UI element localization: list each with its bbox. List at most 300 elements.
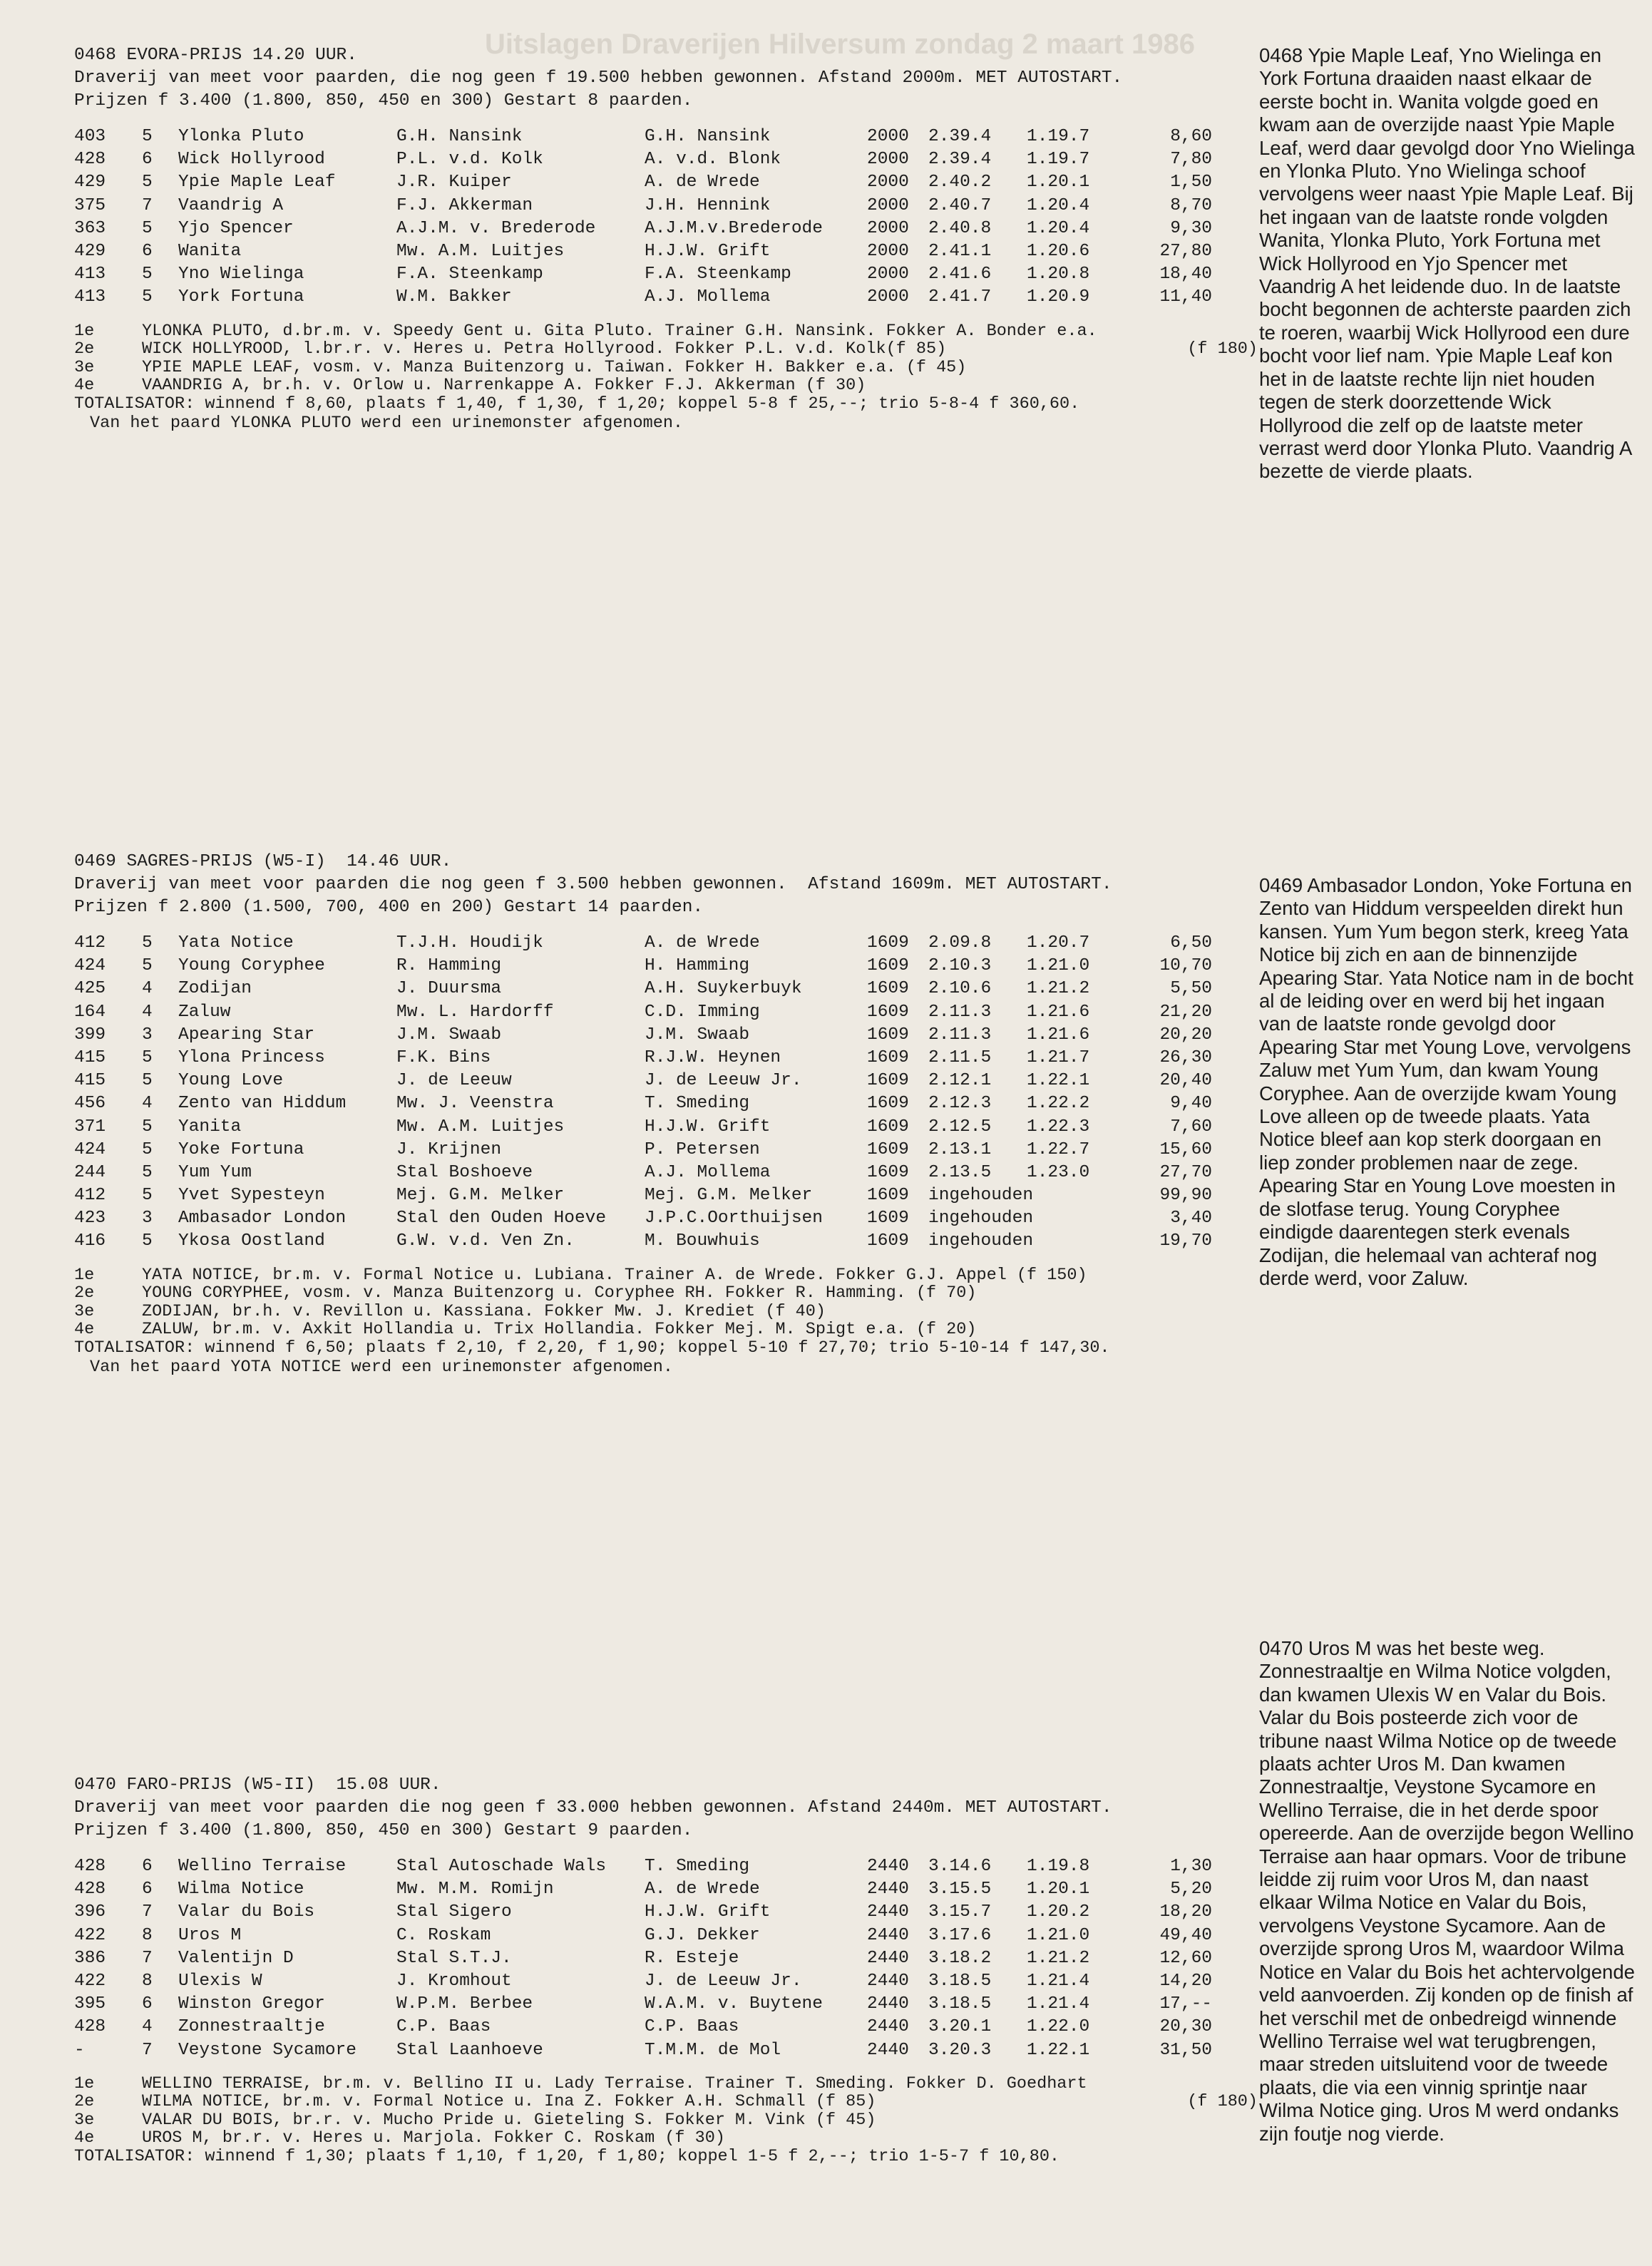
- cell-odds: 15,60: [1159, 1139, 1212, 1159]
- cell-distance: 2440: [867, 2040, 909, 2060]
- cell-owner: J. de Leeuw: [396, 1071, 512, 1091]
- cell-time: 2.10.6: [928, 979, 992, 999]
- cell-distance: 2000: [867, 287, 909, 307]
- cell-horse: Valentijn D: [178, 1948, 294, 1968]
- cell-number: 422: [74, 1925, 106, 1945]
- cell-driver: A. de Wrede: [645, 933, 760, 953]
- cell-horse: Valar du Bois: [178, 1902, 315, 1922]
- race-header: [74, 44, 1258, 113]
- placing-extra: (f 180): [1187, 339, 1258, 359]
- comment-0468: 0468 Ypie Maple Leaf, Yno Wielinga en York Fortuna draaiden naast elkaar de eerste bocht in. Wanita volgde goed en kwam aan de overzijde naast Ypie Maple Leaf, werd daar gevolgd door Yno Wielinga en Ylonka Pluto. Yno Wielinga schoof vervolgens weer naast Ypie Maple Leaf. Bij het ingaan van de laatste ronde volgden Wanita, Ylonka Pluto, York Fortuna met Wick Hollyrood en Yjo Spencer met Vaandrig A het leidende duo. In de laatste bocht begonnen de achterste paarden zich te roeren, waarbij Wick Hollyrood een dure bocht voor lief nam. Ypie Maple Leaf kon het in de laatste rechte lijn niet houden tegen de sterk doorzettende Wick Hollyrood die zelf op de laatste meter verrast werd door Ylonka Pluto. Vaandrig A bezette de vierde plaats.: [1259, 44, 1635, 483]
- cell-distance: 2440: [867, 1880, 909, 1900]
- placing-rank: 1e: [74, 2073, 95, 2093]
- cell-distance: 2440: [867, 1902, 909, 1922]
- race-conditions: Draverij van meet voor paarden, die nog geen f 19.500 hebben gewonnen. Afstand 2000m. MET AUTOSTART.: [74, 68, 1123, 88]
- table-row: [74, 1207, 1258, 1230]
- cell-time: 3.14.6: [928, 1857, 992, 1876]
- cell-time: 3.18.2: [928, 1948, 992, 1968]
- cell-distance: 2000: [867, 173, 909, 193]
- cell-owner: J. Kromhout: [396, 1971, 512, 1991]
- cell-odds: 8,70: [1170, 195, 1212, 215]
- race-header: [74, 851, 1258, 919]
- cell-km-time: 1.20.8: [1027, 265, 1090, 284]
- cell-time: 2.39.4: [928, 127, 992, 146]
- cell-odds: 11,40: [1159, 287, 1212, 307]
- cell-km-time: 1.20.4: [1027, 195, 1090, 215]
- cell-odds: 8,60: [1170, 127, 1212, 146]
- cell-km-time: 1.20.1: [1027, 1880, 1090, 1900]
- cell-number: 399: [74, 1025, 106, 1045]
- cell-number: 412: [74, 933, 106, 953]
- cell-km-time: 1.22.1: [1027, 2040, 1090, 2060]
- cell-time: 2.11.3: [928, 1002, 992, 1022]
- cell-driver: C.P. Baas: [645, 2017, 739, 2037]
- cell-number: 244: [74, 1162, 106, 1182]
- cell-age: 5: [142, 1162, 153, 1182]
- table-row: [74, 125, 1258, 148]
- table-row: [74, 148, 1258, 171]
- cell-owner: G.H. Nansink: [396, 127, 523, 146]
- cell-time: 3.20.1: [928, 2017, 992, 2037]
- cell-km-time: 1.20.6: [1027, 241, 1090, 261]
- cell-owner: Mw. L. Hardorff: [396, 1002, 554, 1022]
- cell-age: 5: [142, 127, 153, 146]
- cell-number: 428: [74, 1857, 106, 1876]
- table-row: [74, 2016, 1258, 2039]
- cell-number: 428: [74, 150, 106, 170]
- table-row: [74, 1947, 1258, 1970]
- cell-age: 7: [142, 1902, 153, 1922]
- placing-rank: 1e: [74, 321, 95, 341]
- cell-distance: 1609: [867, 1094, 909, 1114]
- cell-odds: 9,30: [1170, 218, 1212, 238]
- cell-owner: Stal den Ouden Hoeve: [396, 1209, 607, 1229]
- cell-horse: Zaluw: [178, 1002, 231, 1022]
- cell-km-time: 1.19.7: [1027, 150, 1090, 170]
- cell-driver: A.H. Suykerbuyk: [645, 979, 802, 999]
- cell-driver: J.H. Hennink: [645, 195, 771, 215]
- cell-age: 7: [142, 2040, 153, 2060]
- cell-horse: Yum Yum: [178, 1162, 252, 1182]
- cell-time: 2.41.1: [928, 241, 992, 261]
- cell-number: 422: [74, 1971, 106, 1991]
- placing-line: [74, 2111, 1258, 2130]
- placings: [74, 2075, 1258, 2166]
- placing-text: VALAR DU BOIS, br.r. v. Mucho Pride u. Gieteling S. Fokker M. Vink (f 45): [142, 2110, 876, 2130]
- cell-age: 5: [142, 265, 153, 284]
- race-conditions: Draverij van meet voor paarden die nog geen f 33.000 hebben gewonnen. Afstand 2440m. MET AUTOSTART.: [74, 1798, 1112, 1818]
- cell-distance: 1609: [867, 1117, 909, 1137]
- cell-distance: 1609: [867, 1071, 909, 1091]
- results-table: [74, 1855, 1258, 2062]
- table-row: [74, 1230, 1258, 1253]
- table-row: [74, 1001, 1258, 1024]
- cell-age: 5: [142, 287, 153, 307]
- cell-km-time: 1.22.2: [1027, 1094, 1090, 1114]
- cell-owner: W.P.M. Berbee: [396, 1994, 533, 2014]
- placing-text: YPIE MAPLE LEAF, vosm. v. Manza Buitenzorg u. Taiwan. Fokker H. Bakker e.a. (f 45): [142, 357, 967, 377]
- cell-horse: Zodijan: [178, 979, 252, 999]
- cell-driver: F.A. Steenkamp: [645, 265, 791, 284]
- cell-horse: Ambasador London: [178, 1209, 347, 1229]
- cell-distance: 1609: [867, 1139, 909, 1159]
- comment-0470: 0470 Uros M was het beste weg. Zonnestraaltje en Wilma Notice volgden, dan kwamen Ulexis W en Valar du Bois. Valar du Bois posteerde zich voor de tribune naast Wilma Notice op de tweede plaats achter Uros M. Dan kwamen Zonnestraaltje, Veystone Sycamore en Wellino Terraise, die in het derde spoor opereerde. Aan de overzijde begon Wellino Terraise aan haar opmars. Voor de tribune leidde zij ruim voor Uros M, dan naast elkaar Wilma Notice en Valar du Bois, vervolgens Veystone Sycamore. Aan de overzijde sprong Uros M, waardoor Wilma Notice en Valar du Bois het achtervolgende veld aanvoerden. Zij konden op de finish af het verschil met de onbedreigd winnende Wellino Terraise wel wat terugbrengen, maar streden uitsluitend voor de tweede plaats, die via een vinnig sprintje naar Wilma Notice ging. Uros M werd ondanks zijn foutje nog vierde.: [1259, 1637, 1635, 2145]
- cell-number: 416: [74, 1231, 106, 1251]
- cell-driver: G.J. Dekker: [645, 1925, 760, 1945]
- cell-distance: 2000: [867, 265, 909, 284]
- cell-horse: Ylona Princess: [178, 1047, 325, 1067]
- cell-driver: J. de Leeuw Jr.: [645, 1971, 802, 1991]
- cell-driver: Mej. G.M. Melker: [645, 1186, 813, 1206]
- cell-km-time: 1.22.0: [1027, 2017, 1090, 2037]
- placing-line: [74, 376, 1258, 395]
- cell-owner: P.L. v.d. Kolk: [396, 150, 543, 170]
- cell-km-time: 1.22.1: [1027, 1071, 1090, 1091]
- cell-age: 8: [142, 1925, 153, 1945]
- cell-time: 2.39.4: [928, 150, 992, 170]
- cell-owner: J.M. Swaab: [396, 1025, 502, 1045]
- race-0469: [74, 851, 1258, 1378]
- cell-age: 5: [142, 173, 153, 193]
- cell-owner: Stal Boshoeve: [396, 1162, 533, 1182]
- cell-time: 2.11.5: [928, 1047, 992, 1067]
- cell-owner: Mw. A.M. Luitjes: [396, 241, 565, 261]
- cell-distance: 1609: [867, 1025, 909, 1045]
- table-row: [74, 263, 1258, 286]
- placing-rank: 4e: [74, 2128, 95, 2148]
- cell-owner: R. Hamming: [396, 956, 502, 976]
- cell-time: 2.41.7: [928, 287, 992, 307]
- cell-km-time: 1.20.9: [1027, 287, 1090, 307]
- placing-line: [74, 1284, 1258, 1303]
- cell-km-time: 1.19.7: [1027, 127, 1090, 146]
- table-row: [74, 171, 1258, 194]
- cell-odds: 27,80: [1159, 241, 1212, 261]
- cell-owner: Mw. J. Veenstra: [396, 1094, 554, 1114]
- cell-distance: 2000: [867, 150, 909, 170]
- placings: [74, 1266, 1258, 1379]
- cell-age: 4: [142, 2017, 153, 2037]
- cell-km-time: 1.21.2: [1027, 979, 1090, 999]
- table-row: [74, 1092, 1258, 1115]
- placing-rank: 2e: [74, 2092, 95, 2112]
- cell-distance: 1609: [867, 1002, 909, 1022]
- cell-driver: M. Bouwhuis: [645, 1231, 760, 1251]
- table-row: [74, 1184, 1258, 1207]
- cell-number: 424: [74, 1139, 106, 1159]
- cell-distance: 1609: [867, 1231, 909, 1251]
- placing-line: [74, 2093, 1258, 2111]
- table-row: [74, 955, 1258, 978]
- cell-distance: 2440: [867, 1994, 909, 2014]
- cell-odds: 99,90: [1159, 1186, 1212, 1206]
- cell-number: 425: [74, 979, 106, 999]
- table-row: [74, 195, 1258, 217]
- cell-time: 2.12.3: [928, 1094, 992, 1114]
- cell-km-time: 1.21.2: [1027, 1948, 1090, 1968]
- results-table: [74, 932, 1258, 1254]
- cell-odds: 18,20: [1159, 1902, 1212, 1922]
- cell-odds: 14,20: [1159, 1971, 1212, 1991]
- cell-km-time: 1.22.7: [1027, 1139, 1090, 1159]
- cell-odds: 1,30: [1170, 1857, 1212, 1876]
- cell-driver: J.M. Swaab: [645, 1025, 750, 1045]
- cell-driver: P. Petersen: [645, 1139, 760, 1159]
- cell-horse: Ypie Maple Leaf: [178, 173, 336, 193]
- cell-odds: 7,60: [1170, 1117, 1212, 1137]
- cell-horse: Veystone Sycamore: [178, 2040, 356, 2060]
- cell-horse: Vaandrig A: [178, 195, 284, 215]
- cell-distance: 1609: [867, 1186, 909, 1206]
- cell-time: 2.40.2: [928, 173, 992, 193]
- cell-age: 7: [142, 195, 153, 215]
- cell-owner: J. Krijnen: [396, 1139, 502, 1159]
- cell-odds: 12,60: [1159, 1948, 1212, 1968]
- cell-odds: 26,30: [1159, 1047, 1212, 1067]
- cell-age: 8: [142, 1971, 153, 1991]
- cell-owner: F.A. Steenkamp: [396, 265, 543, 284]
- cell-odds: 20,20: [1159, 1025, 1212, 1045]
- cell-horse: Apearing Star: [178, 1025, 315, 1045]
- cell-time: ingehouden: [928, 1209, 1034, 1229]
- placing-line: [74, 322, 1258, 341]
- cell-number: 413: [74, 287, 106, 307]
- cell-distance: 2000: [867, 195, 909, 215]
- cell-number: 456: [74, 1094, 106, 1114]
- placing-rank: 3e: [74, 357, 95, 377]
- table-row: [74, 1924, 1258, 1947]
- race-0468: [74, 44, 1258, 434]
- table-row: [74, 978, 1258, 1000]
- cell-age: 6: [142, 1880, 153, 1900]
- table-row: [74, 1116, 1258, 1139]
- totalisator: TOTALISATOR: winnend f 6,50; plaats f 2,10, f 2,20, f 1,90; koppel 5-10 f 27,70; trio 5-10-14 f 147,30.: [74, 1338, 1110, 1358]
- cell-time: 3.20.3: [928, 2040, 992, 2060]
- cell-distance: 1609: [867, 933, 909, 953]
- cell-odds: 3,40: [1170, 1209, 1212, 1229]
- cell-age: 4: [142, 1002, 153, 1022]
- totalisator: TOTALISATOR: winnend f 8,60, plaats f 1,40, f 1,30, f 1,20; koppel 5-8 f 25,--; trio 5-8-4 f 360,60.: [74, 394, 1080, 414]
- cell-km-time: 1.21.4: [1027, 1971, 1090, 1991]
- cell-distance: 2440: [867, 2017, 909, 2037]
- cell-odds: 6,50: [1170, 933, 1212, 953]
- cell-driver: T. Smeding: [645, 1857, 750, 1876]
- cell-time: 2.40.7: [928, 195, 992, 215]
- cell-km-time: 1.20.1: [1027, 173, 1090, 193]
- cell-owner: Mw. A.M. Luitjes: [396, 1117, 565, 1137]
- cell-age: 5: [142, 1117, 153, 1137]
- cell-km-time: 1.19.8: [1027, 1857, 1090, 1876]
- cell-horse: Ulexis W: [178, 1971, 262, 1991]
- cell-time: 2.41.6: [928, 265, 992, 284]
- cell-time: 3.15.5: [928, 1880, 992, 1900]
- cell-km-time: 1.20.2: [1027, 1902, 1090, 1922]
- cell-horse: Zento van Hiddum: [178, 1094, 347, 1114]
- placing-rank: 4e: [74, 376, 95, 395]
- table-row: [74, 1901, 1258, 1924]
- placing-rank: 2e: [74, 1283, 95, 1303]
- placing-line: [74, 359, 1258, 377]
- placing-text: WILMA NOTICE, br.m. v. Formal Notice u. Ina Z. Fokker A.H. Schmall (f 85): [142, 2092, 876, 2112]
- cell-horse: Zonnestraaltje: [178, 2017, 325, 2037]
- cell-time: 2.10.3: [928, 956, 992, 976]
- cell-age: 6: [142, 241, 153, 261]
- cell-horse: Winston Gregor: [178, 1994, 325, 2014]
- cell-horse: Wick Hollyrood: [178, 150, 325, 170]
- cell-driver: T.M.M. de Mol: [645, 2040, 781, 2060]
- cell-number: 415: [74, 1047, 106, 1067]
- table-row: [74, 1024, 1258, 1047]
- cell-odds: 5,20: [1170, 1880, 1212, 1900]
- cell-driver: G.H. Nansink: [645, 127, 771, 146]
- table-row: [74, 240, 1258, 263]
- placing-line: [74, 2075, 1258, 2093]
- cell-horse: York Fortuna: [178, 287, 304, 307]
- cell-number: -: [74, 2040, 85, 2060]
- cell-age: 6: [142, 1857, 153, 1876]
- cell-driver: A.J. Mollema: [645, 1162, 771, 1182]
- cell-age: 5: [142, 933, 153, 953]
- cell-horse: Yoke Fortuna: [178, 1139, 304, 1159]
- race-0470: [74, 1774, 1258, 2165]
- placing-text: VAANDRIG A, br.h. v. Orlow u. Narrenkappe A. Fokker F.J. Akkerman (f 30): [142, 376, 866, 395]
- results-table: [74, 125, 1258, 309]
- cell-age: 3: [142, 1025, 153, 1045]
- cell-horse: Ylonka Pluto: [178, 127, 304, 146]
- cell-age: 6: [142, 1994, 153, 2014]
- cell-age: 3: [142, 1209, 153, 1229]
- cell-number: 386: [74, 1948, 106, 1968]
- cell-owner: F.K. Bins: [396, 1047, 491, 1067]
- table-row: [74, 932, 1258, 955]
- cell-horse: Ykosa Oostland: [178, 1231, 325, 1251]
- cell-time: ingehouden: [928, 1186, 1034, 1206]
- cell-owner: G.W. v.d. Ven Zn.: [396, 1231, 575, 1251]
- cell-km-time: 1.20.7: [1027, 933, 1090, 953]
- table-row: [74, 1047, 1258, 1070]
- cell-driver: A. de Wrede: [645, 1880, 760, 1900]
- comment-0469: 0469 Ambasador London, Yoke Fortuna en Zento van Hiddum verspeelden direkt hun kansen. Yum Yum begon sterk, kreeg Yata Notice bij zich en aan de binnenzijde Apearing Star. Yata Notice nam in de bocht al de leiding over en werd bij het ingaan van de laatste ronde gevolgd door Apearing Star met Young Love, vervolgens Zaluw met Yum Yum, dan kwam Young Coryphee. Aan de overzijde kwam Young Love alleen op de tweede plaats. Yata Notice bleef aan kop sterk doorgaan en liep zonder problemen naar de zege. Apearing Star en Young Love moesten in de slotfase terug. Young Coryphee eindigde daarentegen sterk evenals Zodijan, die helemaal van achteraf nog derde werd, voor Zaluw.: [1259, 874, 1633, 1289]
- cell-age: 5: [142, 1139, 153, 1159]
- cell-driver: C.D. Imming: [645, 1002, 760, 1022]
- cell-driver: W.A.M. v. Buytene: [645, 1994, 823, 2014]
- cell-owner: J.R. Kuiper: [396, 173, 512, 193]
- cell-odds: 10,70: [1159, 956, 1212, 976]
- cell-horse: Yata Notice: [178, 933, 294, 953]
- cell-time: 2.12.1: [928, 1071, 992, 1091]
- cell-distance: 2440: [867, 1948, 909, 1968]
- cell-odds: 20,30: [1159, 2017, 1212, 2037]
- cell-odds: 27,70: [1159, 1162, 1212, 1182]
- race-title: 0470 FARO-PRIJS (W5-II) 15.08 UUR.: [74, 1775, 441, 1795]
- cell-driver: T. Smeding: [645, 1094, 750, 1114]
- cell-age: 5: [142, 1047, 153, 1067]
- table-row: [74, 286, 1258, 309]
- cell-driver: H. Hamming: [645, 956, 750, 976]
- cell-time: 2.40.8: [928, 218, 992, 238]
- cell-km-time: 1.21.0: [1027, 1925, 1090, 1945]
- cell-odds: 5,50: [1170, 979, 1212, 999]
- cell-owner: Stal Autoschade Wals: [396, 1857, 607, 1876]
- placing-extra: (f 180): [1187, 2092, 1258, 2112]
- cell-owner: Stal Sigero: [396, 1902, 512, 1922]
- cell-owner: J. Duursma: [396, 979, 502, 999]
- cell-odds: 7,80: [1170, 150, 1212, 170]
- cell-horse: Yvet Sypesteyn: [178, 1186, 325, 1206]
- cell-number: 412: [74, 1186, 106, 1206]
- placing-rank: 4e: [74, 1320, 95, 1340]
- cell-age: 5: [142, 1071, 153, 1091]
- placing-line: [74, 2129, 1258, 2148]
- cell-time: 3.18.5: [928, 1994, 992, 2014]
- race-conditions: Prijzen f 2.800 (1.500, 700, 400 en 200) Gestart 14 paarden.: [74, 898, 704, 917]
- cell-odds: 17,--: [1159, 1994, 1212, 2014]
- placing-rank: 3e: [74, 2110, 95, 2130]
- table-row: [74, 1070, 1258, 1092]
- placing-line: [74, 340, 1258, 359]
- placing-text: YLONKA PLUTO, d.br.m. v. Speedy Gent u. Gita Pluto. Trainer G.H. Nansink. Fokker A. Bonder e.a.: [142, 321, 1097, 341]
- cell-age: 4: [142, 1094, 153, 1114]
- cell-horse: Young Coryphee: [178, 956, 325, 976]
- cell-distance: 2440: [867, 1925, 909, 1945]
- race-conditions: Prijzen f 3.400 (1.800, 850, 450 en 300) Gestart 9 paarden.: [74, 1821, 693, 1840]
- cell-horse: Yjo Spencer: [178, 218, 294, 238]
- race-title: 0469 SAGRES-PRIJS (W5-I) 14.46 UUR.: [74, 852, 452, 871]
- cell-owner: T.J.H. Houdijk: [396, 933, 543, 953]
- cell-distance: 1609: [867, 979, 909, 999]
- table-row: [74, 2039, 1258, 2062]
- cell-driver: J. de Leeuw Jr.: [645, 1071, 802, 1091]
- cell-driver: H.J.W. Grift: [645, 1117, 771, 1137]
- cell-horse: Young Love: [178, 1071, 284, 1091]
- cell-driver: H.J.W. Grift: [645, 1902, 771, 1922]
- cell-distance: 1609: [867, 1162, 909, 1182]
- cell-km-time: 1.21.0: [1027, 956, 1090, 976]
- cell-driver: R. Esteje: [645, 1948, 739, 1968]
- cell-distance: 1609: [867, 956, 909, 976]
- page-bleed-through: Uitslagen Draverijen Hilversum zondag 2 maart 1986: [485, 29, 1195, 60]
- cell-age: 5: [142, 218, 153, 238]
- placing-line: [74, 1321, 1258, 1339]
- placings: [74, 322, 1258, 435]
- cell-number: 371: [74, 1117, 106, 1137]
- urine-note: Van het paard YOTA NOTICE werd een urinemonster afgenomen.: [90, 1358, 673, 1378]
- cell-odds: 9,40: [1170, 1094, 1212, 1114]
- cell-number: 429: [74, 173, 106, 193]
- cell-age: 5: [142, 956, 153, 976]
- placing-text: WELLINO TERRAISE, br.m. v. Bellino II u. Lady Terraise. Trainer T. Smeding. Fokker D. Goedhart: [142, 2073, 1087, 2093]
- cell-number: 424: [74, 956, 106, 976]
- cell-driver: R.J.W. Heynen: [645, 1047, 781, 1067]
- cell-number: 375: [74, 195, 106, 215]
- cell-horse: Yno Wielinga: [178, 265, 304, 284]
- cell-driver: J.P.C.Oorthuijsen: [645, 1209, 823, 1229]
- cell-driver: A.J. Mollema: [645, 287, 771, 307]
- cell-age: 7: [142, 1948, 153, 1968]
- placing-text: ZODIJAN, br.h. v. Revillon u. Kassiana. Fokker Mw. J. Krediet (f 40): [142, 1301, 826, 1321]
- cell-driver: H.J.W. Grift: [645, 241, 771, 261]
- cell-time: ingehouden: [928, 1231, 1034, 1251]
- cell-time: 2.12.5: [928, 1117, 992, 1137]
- cell-time: 3.15.7: [928, 1902, 992, 1922]
- table-row: [74, 1878, 1258, 1901]
- table-row: [74, 1993, 1258, 2016]
- placing-rank: 1e: [74, 1265, 95, 1285]
- cell-time: 2.11.3: [928, 1025, 992, 1045]
- cell-km-time: 1.22.3: [1027, 1117, 1090, 1137]
- cell-number: 164: [74, 1002, 106, 1022]
- cell-distance: 1609: [867, 1209, 909, 1229]
